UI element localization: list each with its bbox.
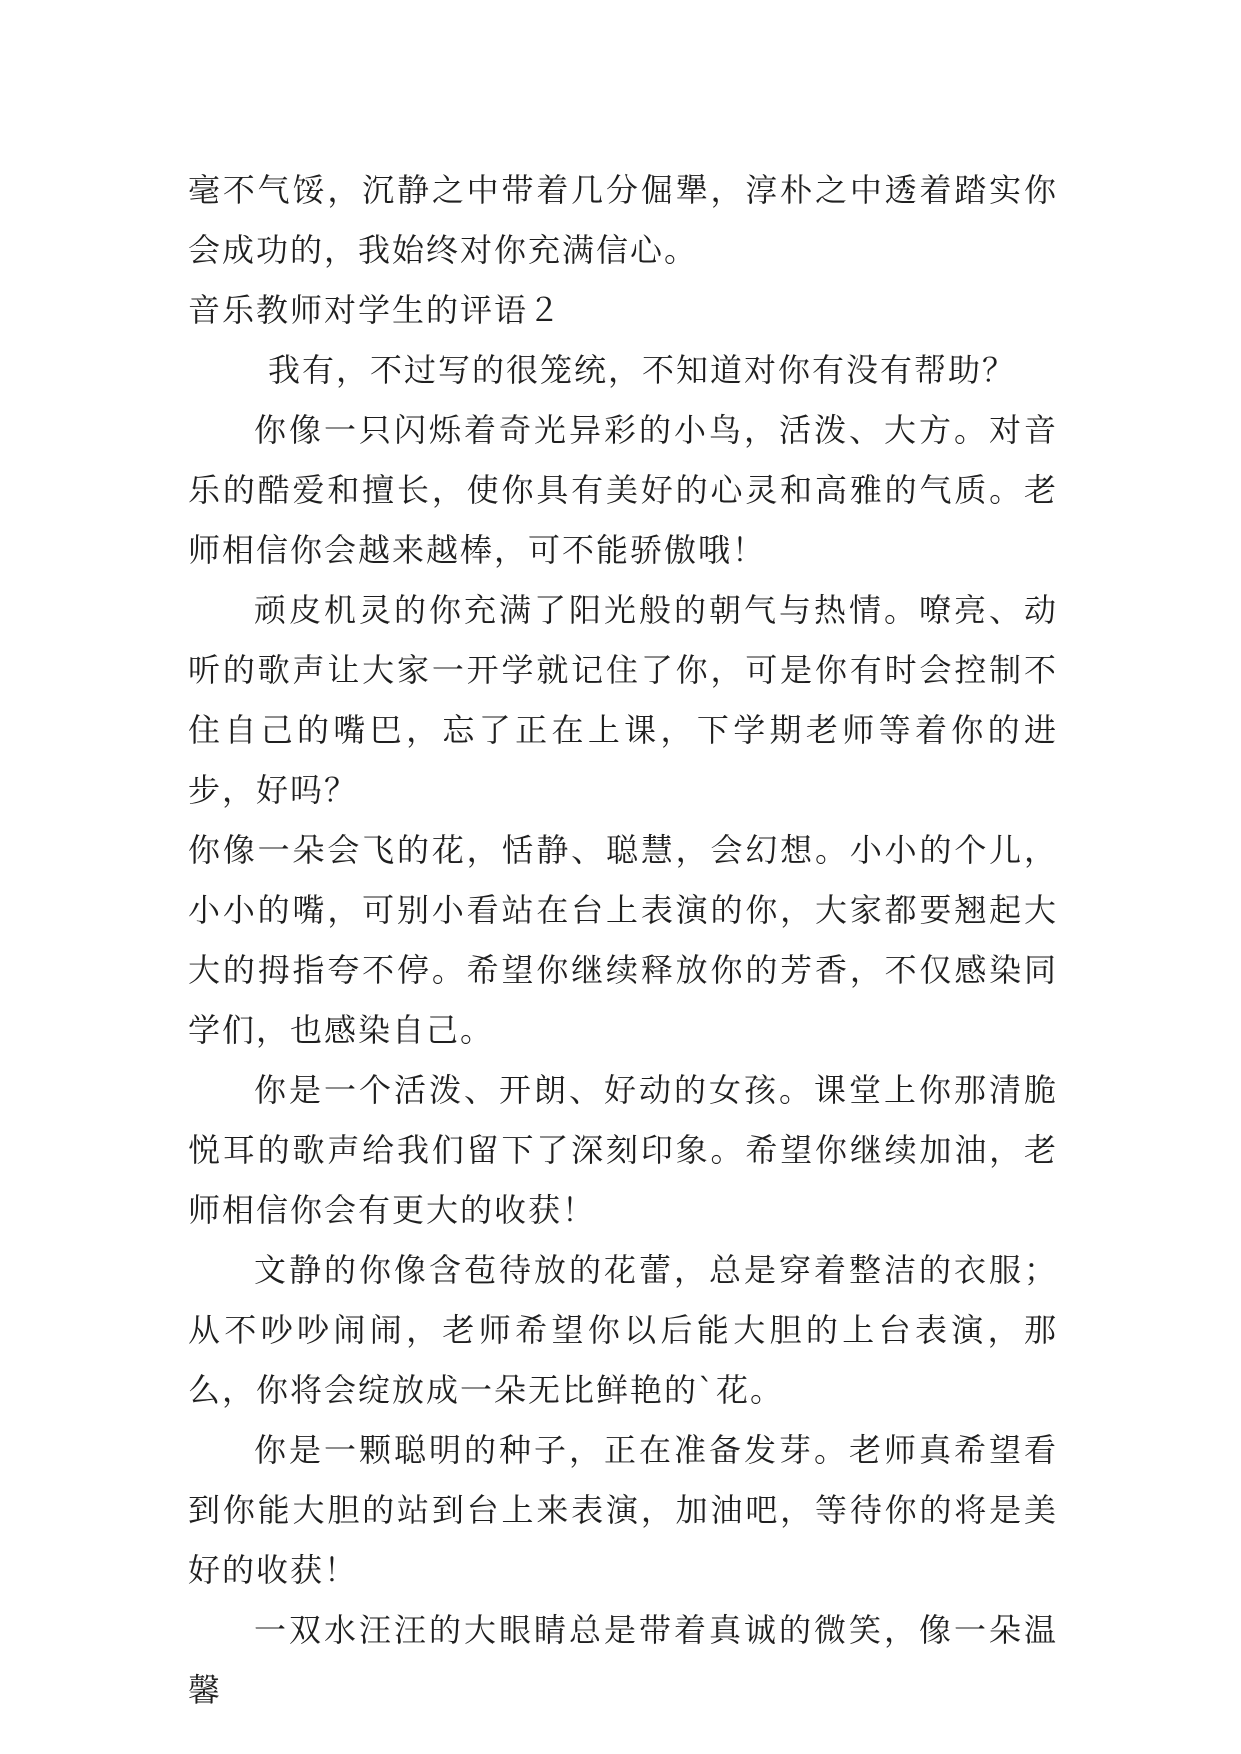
lead-paragraph: 我有，不过写的很笼统，不知道对你有没有帮助？ [268, 351, 1017, 389]
comment-paragraph-4: 你是一个活泼、开朗、好动的女孩。课堂上你那清脆悦耳的歌声给我们留下了深刻印象。希望你继续加油，老师相信你会有更大的收获！ [188, 1071, 1058, 1229]
comment-paragraph-6: 你是一颗聪明的种子，正在准备发芽。老师真希望看到你能大胆的站到台上来表演，加油吧，等待你的将是美好的收获！ [188, 1431, 1058, 1589]
comment-paragraph-5: 文静的你像含苞待放的花蕾，总是穿着整洁的衣服；从不吵吵闹闹，老师希望你以后能大胆的上台表演，那么，你将会绽放成一朵无比鲜艳的`花。 [188, 1251, 1058, 1409]
document-body [188, 160, 1058, 1720]
intro-paragraph: 毫不气馁，沉静之中带着几分倔犟，淳朴之中透着踏实你会成功的，我始终对你充满信心。 [188, 171, 1058, 269]
comment-paragraph-1: 你像一只闪烁着奇光异彩的小鸟，活泼、大方。对音乐的酷爱和擅长，使你具有美好的心灵和高雅的气质。老师相信你会越来越棒，可不能骄傲哦！ [188, 411, 1058, 569]
comment-paragraph-3: 你像一朵会飞的花，恬静、聪慧，会幻想。小小的个儿，小小的嘴，可别小看站在台上表演的你，大家都要翘起大大的拇指夸不停。希望你继续释放你的芳香，不仅感染同学们，也感染自己。 [188, 831, 1058, 1049]
section-title: 音乐教师对学生的评语２ [188, 291, 563, 329]
comment-paragraph-7: 一双水汪汪的大眼睛总是带着真诚的微笑，像一朵温馨 [188, 1611, 1058, 1709]
comment-paragraph-2: 顽皮机灵的你充满了阳光般的朝气与热情。嘹亮、动听的歌声让大家一开学就记住了你，可是你有时会控制不住自己的嘴巴，忘了正在上课，下学期老师等着你的进步，好吗？ [188, 591, 1058, 809]
